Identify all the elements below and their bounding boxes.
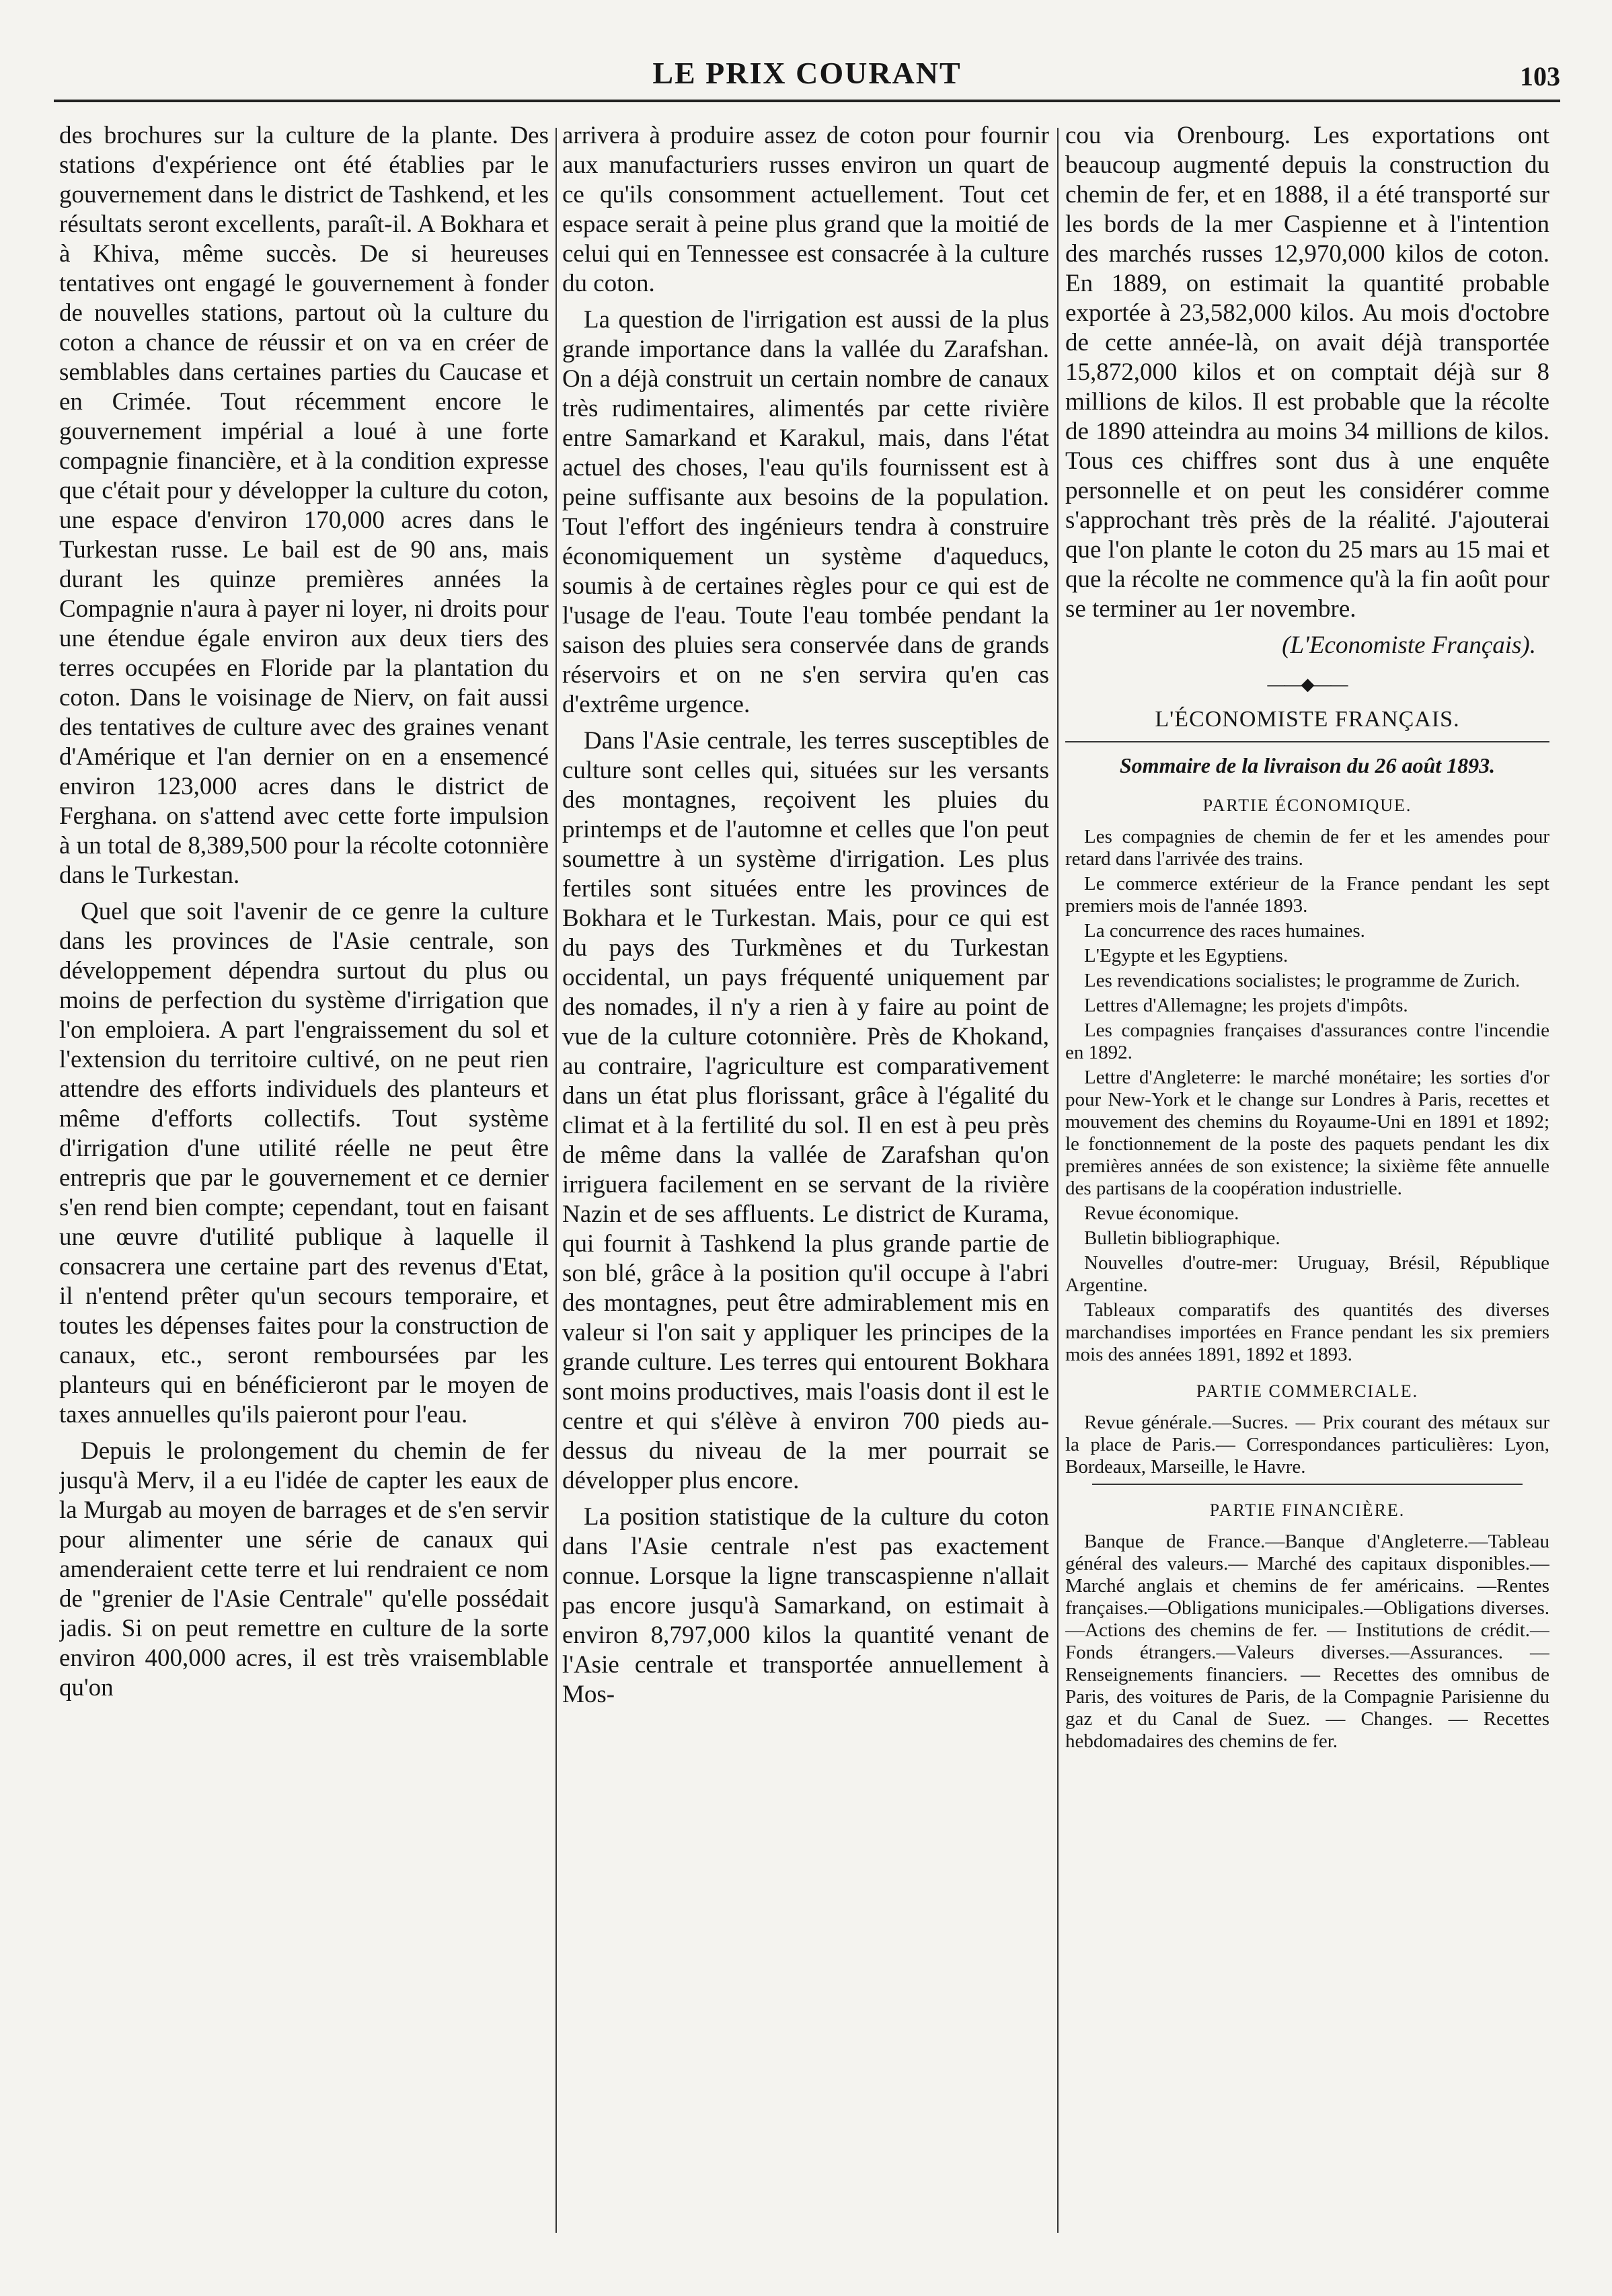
column-3 (1065, 121, 1549, 2240)
paragraph: La question de l'irrigation est aussi de la plus grande importance dans la vallée du Zarafshan. On a déjà construit un certain nombre de canaux très rudimentaires, alimentés par cette rivière entre Samarkand et Karakul, mais, dans l'état actuel des choses, l'eau qu'ils fournissent est à peine suffisante aux besoins de la population. Tout l'effort des ingénieurs tendra à construire économiquement un système d'aqueducs, soumis à de certaines règles pour ce qui est de l'usage de l'eau. Toute l'eau tombée pendant la saison des pluies sera conservée dans de grands réservoirs et on ne s'en servira qu'en cas d'extrême urgence. (562, 306, 1049, 718)
summary-list-economique (1065, 826, 1549, 1366)
summary-item: Les compagnies françaises d'assurances contre l'incendie en 1892. (1065, 1020, 1549, 1063)
horizontal-rule (1092, 1484, 1523, 1485)
summary-item: La concurrence des races humaines. (1084, 920, 1365, 942)
summary-item: Nouvelles d'outre-mer: Uruguay, Brésil, République Argentine. (1065, 1252, 1549, 1296)
column-2 (562, 121, 1049, 2240)
running-title: LE PRIX COURANT (652, 56, 962, 90)
column-divider (555, 128, 557, 2233)
horizontal-rule (1065, 741, 1549, 742)
summary-item: Les revendications socialistes; le programme de Zurich. (1084, 970, 1521, 991)
part-heading-economique: PARTIE ÉCONOMIQUE. (1202, 796, 1412, 815)
header-rule (54, 100, 1560, 102)
paragraph: arrivera à produire assez de coton pour fournir aux manufacturiers russes environ un quart de ce qu'ils consomment actuellement. Tout cet espace serait à peine plus grand que la moitié de celui qui en Tennessee est consacrée à la culture du coton. (562, 122, 1049, 297)
part-heading-commerciale: PARTIE COMMERCIALE. (1196, 1381, 1419, 1401)
summary-item: Bulletin bibliographique. (1084, 1227, 1280, 1249)
paragraph: Dans l'Asie centrale, les terres susceptibles de culture sont celles qui, situées sur les versants des montagnes, reçoivent les pluies du printemps et de l'automne et celles que l'on peut soumettre à un système d'irrigation. Les plus fertiles sont situées entre les provinces de Bokhara et le Turkestan. Mais, pour ce qui est du pays des Turkmènes et du Turkestan occidental, un pays fréquenté uniquement par des nomades, il n'y a rien à y faire au point de vue de la culture cotonnière. Près de Khokand, au contraire, l'agriculture est comparativement dans un état plus florissant, grâce à l'égalité du climat et à la fertilité du sol. Il en est à peu près de même dans la vallée de Zarafshan qu'on irriguera facilement en se servant de la rivière Nazin et de ses affluents. Le district de Kurama, qui fournit à Tashkend la plus grande partie de son blé, grâce à la position qu'il occupe à l'abri des montagnes, peut être admirablement mis en valeur si l'on sait y appliquer les principes de la grande culture. Les terres qui entourent Bokhara sont moins productives, mais l'oasis dont il est le centre et qui s'élève à environ 700 pieds au-dessus du niveau de la mer pourrait se développer plus encore. (562, 727, 1049, 1494)
column-1 (59, 121, 549, 2240)
section-title: L'ÉCONOMISTE FRANÇAIS. (1155, 707, 1460, 732)
summary-title: Sommaire de la livraison du 26 août 1893. (1119, 753, 1496, 777)
summary-list-commerciale (1065, 1412, 1549, 1478)
summary-item: Banque de France.—Banque d'Angleterre.—Tableau général des valeurs.— Marché des capitaux disponibles.—Marché anglais et chemins de fer américains. —Rentes françaises.—Obligations municipales.—Obligations diverses.—Actions des chemins de fer. — Institutions de crédit.—Fonds étrangers.—Valeurs diverses.—Assurances. — Renseignements financiers. — Recettes des omnibus de Paris, des voitures de Paris, de la Compagnie Parisienne du gaz et du Canal de Suez. — Changes. — Recettes hebdomadaires des chemins de fer. (1065, 1531, 1549, 1752)
summary-item: Revue générale.—Sucres. — Prix courant des métaux sur la place de Paris.— Correspondances particulières: Lyon, Bordeaux, Marseille, le Havre. (1065, 1412, 1549, 1478)
paragraph: Depuis le prolongement du chemin de fer jusqu'à Merv, il a eu l'idée de capter les eaux de la Murgab au moyen de barrages et de s'en servir pour alimenter une série de canaux qui amenderaient cette terre et lui rendraient ce nom de "grenier de l'Asie Centrale" qu'elle possédait jadis. Si on peut remettre en culture de la sorte environ 400,000 acres, il est très vraisemblable qu'on (59, 1437, 549, 1701)
paragraph: cou via Orenbourg. Les exportations ont beaucoup augmenté depuis la construction du chemin de fer, et en 1888, il a été transporté sur les bords de la mer Caspienne et à l'intention des marchés russes 12,970,000 kilos de coton. En 1889, on estimait la quantité probable exportée à 23,582,000 kilos. Au mois d'octobre de cette année-là, on avait déjà transportée 15,872,000 kilos et on comptait déjà sur 8 millions de kilos. Il est probable que la récolte de 1890 atteindra au moins 34 millions de kilos. Tous ces chiffres sont dus à une enquête personnelle et on peut les considérer comme s'approchant très près de la réalité. J'ajouterai que l'on plante le coton du 25 mars au 15 mai et que la récolte ne commence qu'à la fin août pour se terminer au 1er novembre. (1065, 122, 1549, 623)
summary-item: Revue économique. (1084, 1202, 1239, 1224)
paragraph: La position statistique de la culture du coton dans l'Asie centrale n'est pas exactement connue. Lorsque la ligne transcaspienne n'allait pas encore jusqu'à Samarkand, on estimait à environ 8,797,000 kilos la quantité venant de l'Asie centrale et transportée annuellement à Mos- (562, 1503, 1049, 1708)
column-divider (1057, 128, 1059, 2233)
source-signature: (L'Economiste Français). (1282, 632, 1536, 659)
summary-item: Lettres d'Allemagne; les projets d'impôts. (1084, 995, 1408, 1016)
page-header (54, 34, 1560, 108)
paragraph: Quel que soit l'avenir de ce genre la culture dans les provinces de l'Asie centrale, son développement dépendra surtout du plus ou moins de perfection du système d'irrigation que l'on emploiera. A part l'engraissement du sol et l'extension du territoire cultivé, on ne peut rien attendre des efforts individuels des planteurs et même d'efforts collectifs. Tout système d'irrigation d'une utilité réelle ne peut être entrepris que par le gouvernement et ce dernier s'en rend bien compte; cependant, tout en faisant une œuvre d'utilité publique à laquelle il consacrera une certaine part des revenus d'Etat, il n'entend prêter qu'un secours temporaire, et toutes les dépenses faites pour la construction de canaux, etc., seront remboursées par les planteurs qui en bénéficieront par le moyen de taxes annuelles qu'ils paieront pour l'eau. (59, 898, 549, 1428)
page-number: 103 (1520, 61, 1560, 91)
summary-item: Le commerce extérieur de la France pendant les sept premiers mois de l'année 1893. (1065, 873, 1549, 917)
part-heading-financiere: PARTIE FINANCIÈRE. (1209, 1500, 1406, 1520)
summary-list-financiere (1065, 1531, 1549, 1753)
summary-item: L'Egypte et les Egyptiens. (1084, 945, 1289, 966)
separator-ornament: ——◆—— (1267, 675, 1348, 694)
paragraph: des brochures sur la culture de la plante. Des stations d'expérience ont été établies par le gouvernement dans le district de Tashkend, et les résultats seront excellents, paraît-il. A Bokhara et à Khiva, même succès. De si heureuses tentatives ont engagé le gouvernement à fonder de nouvelles stations, partout où la culture du coton a chance de réussir et on va en créer de semblables dans certaines parties du Caucase et en Crimée. Tout récemment encore le gouvernement impérial a loué à une forte compagnie financière, et à la condition expresse que c'était pour y développer la culture du coton, une espace d'environ 170,000 acres dans le Turkestan russe. Le bail est de 90 ans, mais durant les quinze premières années la Compagnie n'aura à payer ni loyer, ni droits pour une étendue égale environ aux deux tiers des terres occupées en Floride par la plantation du coton. Dans le voisinage de Nierv, on fait aussi des tentatives de culture avec des graines venant d'Amérique et l'an dernier on en a ensemencé environ 123,000 acres dans le district de Ferghana. on s'attend avec cette forte impulsion à un total de 8,389,500 pour la récolte cotonnière dans le Turkestan. (59, 122, 549, 889)
summary-item: Tableaux comparatifs des quantités des diverses marchandises importées en France pendant les six premiers mois des années 1891, 1892 et 1893. (1065, 1299, 1549, 1365)
summary-item: Lettre d'Angleterre: le marché monétaire; les sorties d'or pour New-York et le change sur Londres à Paris, recettes et mouvement des chemins du Royaume-Uni en 1891 et 1892; le fonctionnement de la poste des paquets pendant les dix premières années de son existence; la sixième fête annuelle des partisans de la coopération industrielle. (1065, 1067, 1549, 1199)
summary-item: Les compagnies de chemin de fer et les amendes pour retard dans l'arrivée des trains. (1065, 826, 1549, 870)
